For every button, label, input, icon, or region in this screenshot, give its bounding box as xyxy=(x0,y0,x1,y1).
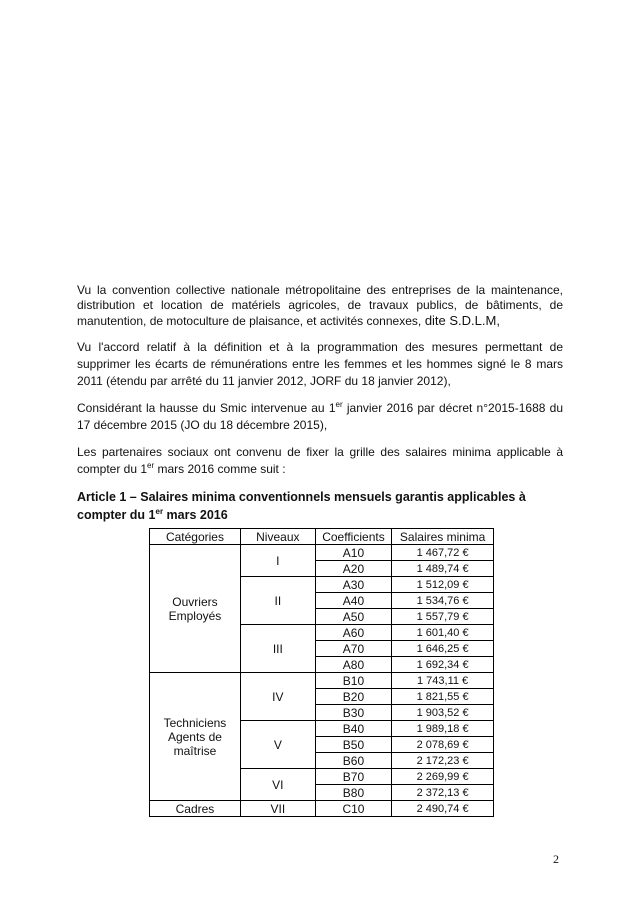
category-line: maîtrise xyxy=(173,743,217,758)
coef-cell: B10 xyxy=(315,673,391,689)
category-line: Techniciens xyxy=(163,715,227,730)
category-line: Employés xyxy=(168,608,222,623)
paragraph-partenaires-text-end: mars 2016 comme suit : xyxy=(154,462,286,476)
paragraph-convention-tail: dite S.D.L.M, xyxy=(421,313,500,328)
paragraph-smic-text-end: janvier 2016 par décret n°2015-1688 du 17 décembre 2015 (JO du 18 décembre 2015), xyxy=(77,401,564,432)
superscript: er xyxy=(147,461,155,470)
salary-cell: 1 489,74 € xyxy=(392,561,494,577)
coef-cell: B40 xyxy=(315,721,391,737)
coef-cell: B80 xyxy=(315,785,391,801)
coef-cell: A40 xyxy=(315,593,391,609)
coef-cell: A50 xyxy=(315,609,391,625)
category-techniciens-agents xyxy=(150,673,241,801)
document-body xyxy=(77,283,563,817)
paragraph-partenaires xyxy=(77,444,563,478)
header-salaires: Salaires minima xyxy=(392,529,494,545)
salary-cell: 1 646,25 € xyxy=(392,641,494,657)
salary-cell: 1 989,18 € xyxy=(392,721,494,737)
salary-cell: 1 821,55 € xyxy=(392,689,494,705)
coef-cell: B30 xyxy=(315,705,391,721)
paragraph-convention-text: Vu la convention collective nationale métropolitaine des entreprises de la maintenance, distribution et location de matériels agricoles, de travaux publics, de bâtiments, de manutention, de motoculture de plaisance, et activités connexes, xyxy=(77,283,563,328)
category-ouvriers-employes xyxy=(150,545,241,673)
paragraph-smic xyxy=(77,400,563,434)
salary-cell: 1 534,76 € xyxy=(392,593,494,609)
paragraph-partenaires-text: Les partenaires sociaux ont convenu de fixer la grille des salaires minima applicable à compter du 1 xyxy=(77,445,563,476)
salary-cell: 1 467,72 € xyxy=(392,545,494,561)
salary-cell: 1 601,40 € xyxy=(392,625,494,641)
page-number: 2 xyxy=(553,852,559,866)
salary-cell: 2 490,74 € xyxy=(392,801,494,817)
article-heading-text-end: mars 2016 xyxy=(163,508,228,522)
paragraph-convention xyxy=(77,283,563,329)
salary-cell: 2 078,69 € xyxy=(392,737,494,753)
salary-cell: 2 172,23 € xyxy=(392,753,494,769)
table-header-row xyxy=(150,529,494,545)
salary-cell: 1 692,34 € xyxy=(392,657,494,673)
niveau-cell: II xyxy=(240,577,315,625)
superscript: er xyxy=(335,400,343,409)
article-heading xyxy=(77,488,563,524)
table-row xyxy=(150,801,494,817)
category-line: Ouvriers xyxy=(172,594,218,609)
header-coefficients: Coefficients xyxy=(315,529,391,545)
header-niveaux: Niveaux xyxy=(240,529,315,545)
coef-cell: B50 xyxy=(315,737,391,753)
niveau-cell: IV xyxy=(240,673,315,721)
coef-cell: A10 xyxy=(315,545,391,561)
niveau-cell: I xyxy=(240,545,315,577)
salary-cell: 1 512,09 € xyxy=(392,577,494,593)
salary-cell: 2 269,99 € xyxy=(392,769,494,785)
paragraph-accord: Vu l'accord relatif à la définition et à la programmation des mesures permettant de supprimer les écarts de rémunérations entre les femmes et les hommes signé le 8 mars 2011 (étendu par arrêté du 11 janvier 2012, JORF du 18 janvier 2012), xyxy=(77,340,563,388)
salary-cell: 1 903,52 € xyxy=(392,705,494,721)
category-cadres: Cadres xyxy=(150,801,241,817)
niveau-cell: VII xyxy=(240,801,315,817)
coef-cell: B60 xyxy=(315,753,391,769)
coef-cell: A80 xyxy=(315,657,391,673)
coef-cell: A30 xyxy=(315,577,391,593)
coef-cell: B70 xyxy=(315,769,391,785)
niveau-cell: VI xyxy=(240,769,315,801)
coef-cell: A20 xyxy=(315,561,391,577)
header-categories: Catégories xyxy=(150,529,241,545)
article-heading-text: Article 1 – Salaires minima conventionnels mensuels garantis applicables à compter du 1 xyxy=(77,490,526,522)
superscript: er xyxy=(155,506,164,516)
coef-cell: A70 xyxy=(315,641,391,657)
category-line: Agents de xyxy=(167,729,222,744)
salary-cell: 1 743,11 € xyxy=(392,673,494,689)
salary-cell: 1 557,79 € xyxy=(392,609,494,625)
table-row xyxy=(150,673,494,689)
salary-cell: 2 372,13 € xyxy=(392,785,494,801)
niveau-cell: III xyxy=(240,625,315,673)
paragraph-smic-text: Considérant la hausse du Smic intervenue au 1 xyxy=(77,401,336,415)
coef-cell: C10 xyxy=(315,801,391,817)
coef-cell: B20 xyxy=(315,689,391,705)
salary-table xyxy=(149,528,494,817)
table-row xyxy=(150,545,494,561)
niveau-cell: V xyxy=(240,721,315,769)
coef-cell: A60 xyxy=(315,625,391,641)
